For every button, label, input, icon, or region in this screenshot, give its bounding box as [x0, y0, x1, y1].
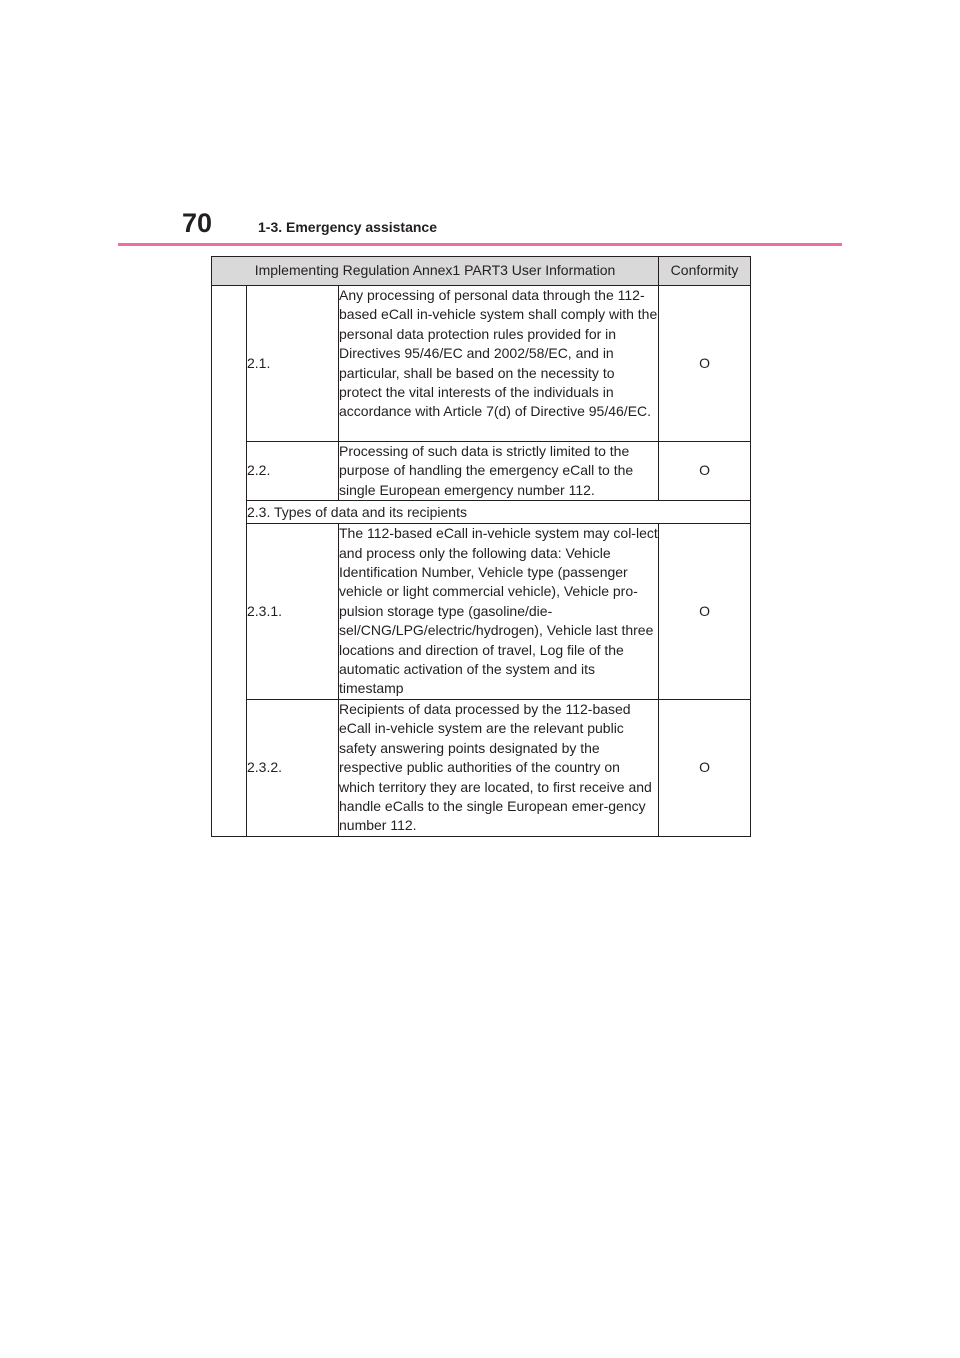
- regulation-column-header: Implementing Regulation Annex1 PART3 User Information: [212, 257, 659, 286]
- subheading-cell: 2.3. Types of data and its recipients: [247, 501, 751, 524]
- clause-text: Processing of such data is strictly limited to the purpose of handling the emergency eCall to the single European emergency number 112.: [339, 442, 659, 501]
- clause-number: 2.1.: [247, 286, 339, 442]
- regulation-table: [211, 256, 751, 837]
- clause-number: 2.2.: [247, 442, 339, 501]
- clause-text: Any processing of personal data through the 112-based eCall in-vehicle system shall comply with the personal data protection rules provided for in Directives 95/46/EC and 2002/58/EC, and in particular, shall be based on the necessity to protect the vital interests of the individuals in accordance with Article 7(d) of Directive 95/46/EC.: [339, 286, 659, 442]
- clause-text: Recipients of data processed by the 112-based eCall in-vehicle system are the relevant public safety answering points designated by the respective public authorities of the country on which territory they are located, to first receive and handle eCalls to the single European emer-gency number 112.: [339, 699, 659, 836]
- table-row: [212, 699, 751, 836]
- header-divider: [118, 243, 842, 246]
- page-number: 70: [182, 208, 213, 238]
- conformity-mark: O: [659, 442, 751, 501]
- table-row: [212, 286, 751, 442]
- table-row: [212, 524, 751, 700]
- clause-number: 2.3.1.: [247, 524, 339, 700]
- indent-cell: [212, 286, 247, 837]
- table-row: [212, 501, 751, 524]
- conformity-mark: O: [659, 286, 751, 442]
- clause-number: 2.3.2.: [247, 699, 339, 836]
- conformity-mark: O: [659, 699, 751, 836]
- table-row: [212, 442, 751, 501]
- conformity-mark: O: [659, 524, 751, 700]
- table-header-row: [212, 257, 751, 286]
- section-title: 1-3. Emergency assistance: [258, 219, 437, 235]
- conformity-column-header: Conformity: [659, 257, 751, 286]
- clause-text: The 112-based eCall in-vehicle system may col-lect and process only the following data: Vehicle Identification Number, Vehicle type (passenger vehicle or light commercial vehicle), Vehicle pro-pulsion storage type (gasoline/die-sel/CNG/LPG/electric/hydrogen), Vehicle last three locations and direction of travel, Log file of the automatic activation of the system and its timestamp: [339, 524, 659, 700]
